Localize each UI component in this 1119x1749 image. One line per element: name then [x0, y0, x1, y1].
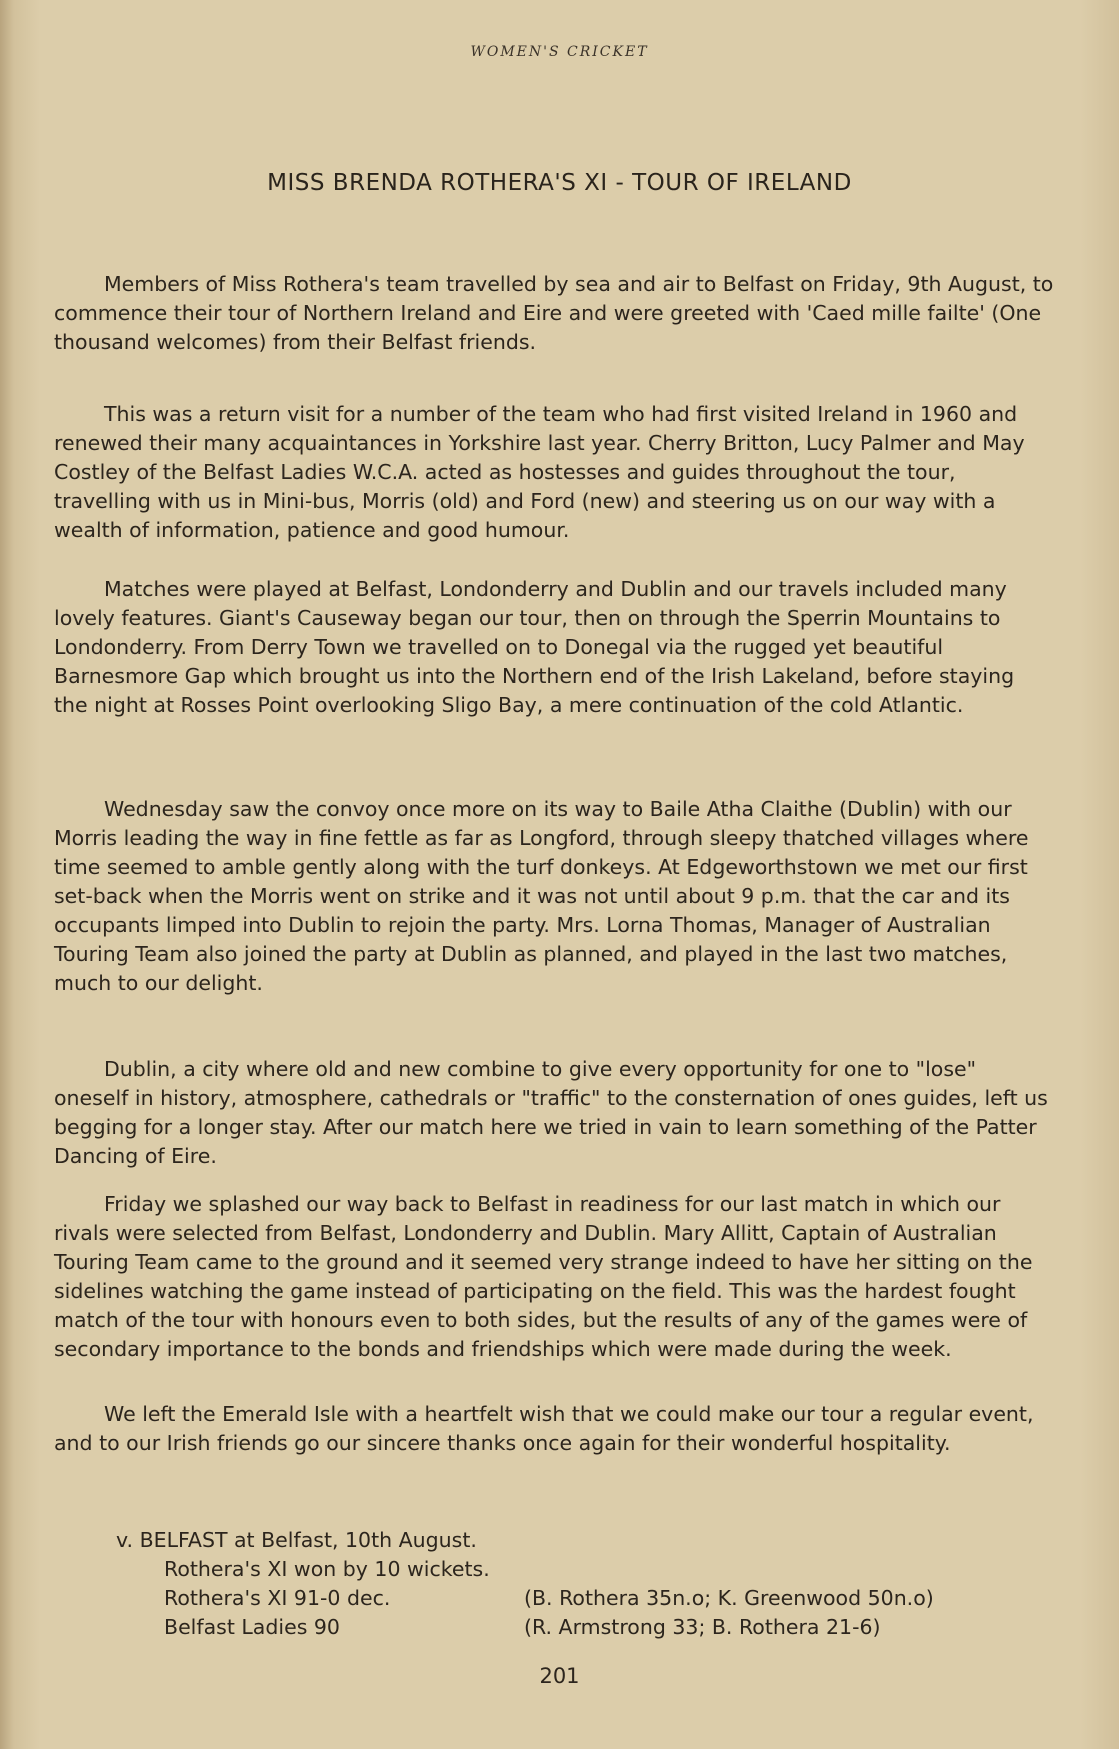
- innings-detail: (R. Armstrong 33; B. Rothera 21-6): [524, 1615, 881, 1639]
- innings-score: Belfast Ladies 90: [164, 1615, 340, 1639]
- paragraph-dublin: [54, 1055, 1054, 1171]
- match-heading: v. BELFAST at Belfast, 10th August.: [116, 1528, 477, 1552]
- match-result: Rothera's XI won by 10 wickets.: [164, 1557, 490, 1581]
- paragraph-text: We left the Emerald Isle with a heartfelt wish that we could make our tour a regular event, and to our Irish friends go our sincere thanks once again for their wonderful hospitality.: [54, 1402, 1034, 1455]
- paragraph-text: This was a return visit for a number of the team who had first visited Ireland in 1960 and renewed their many acquaintances in Yorkshire last year. Cherry Britton, Lucy Palmer and May Costley of the Belfast Ladies W.C.A. acted as hostesses and guides throughout the tour, travelling with us in Mini-bus, Morris (old) and Ford (new) and steering us on our way with a wealth of information, patience and good humour.: [54, 402, 1025, 542]
- innings-row: [116, 1584, 1036, 1613]
- paragraph-text: Members of Miss Rothera's team travelled by sea and air to Belfast on Friday, 9th August, to commence their tour of Northern Ireland and Eire and were greeted with 'Caed mille failte' (One thousand welcomes) from their Belfast friends.: [54, 272, 1054, 354]
- paragraph-wednesday: [54, 795, 1054, 998]
- paragraph-text: Matches were played at Belfast, Londonderry and Dublin and our travels included many lovely features. Giant's Causeway began our tour, then on through the Sperrin Mountains to Londonderry. From Derry Town we travelled on to Donegal via the rugged yet beautiful Barnesmore Gap which brought us into the Northern end of the Irish Lakeland, before staying the night at Rosses Point overlooking Sligo Bay, a mere continuation of the cold Atlantic.: [54, 577, 1015, 717]
- page-number: 201: [539, 1664, 580, 1688]
- paragraph-text: Dublin, a city where old and new combine to give every opportunity for one to "lose" oneself in history, atmosphere, cathedrals or "traffic" to the consternation of ones guides, left us begging for a longer stay. After our match here we tried in vain to learn something of the Patter Dancing of Eire.: [54, 1057, 1048, 1168]
- paragraph-text: Friday we splashed our way back to Belfast in readiness for our last match in which our rivals were selected from Belfast, Londonderry and Dublin. Mary Allitt, Captain of Australian Touring Team came to the ground and it seemed very strange indeed to have her sitting on the sidelines watching the game instead of participating on the field. This was the hardest fought match of the tour with honours even to both sides, but the results of any of the games were of secondary importance to the bonds and friendships which were made during the week.: [54, 1192, 1033, 1361]
- innings-row: [116, 1613, 1036, 1642]
- paragraph-farewell: [54, 1400, 1054, 1458]
- article-title: MISS BRENDA ROTHERA'S XI - TOUR OF IRELAND: [267, 170, 852, 196]
- paragraph-arrival: [54, 270, 1054, 357]
- paragraph-return-visit: [54, 400, 1054, 545]
- innings-detail: (B. Rothera 35n.o; K. Greenwood 50n.o): [524, 1586, 934, 1610]
- innings-score: Rothera's XI 91-0 dec.: [164, 1586, 391, 1610]
- paragraph-matches-travels: [54, 575, 1054, 720]
- paragraph-text: Wednesday saw the convoy once more on its way to Baile Atha Claithe (Dublin) with our Morris leading the way in fine fettle as far as Longford, through sleepy thatched villages where time seemed to amble gently along with the turf donkeys. At Edgeworthstown we met our first set-back when the Morris went on strike and it was not until about 9 p.m. that the car and its occupants limped into Dublin to rejoin the party. Mrs. Lorna Thomas, Manager of Australian Touring Team also joined the party at Dublin as planned, and played in the last two matches, much to our delight.: [54, 797, 1029, 995]
- running-head: WOMEN'S CRICKET: [470, 44, 649, 60]
- paragraph-friday: [54, 1190, 1054, 1364]
- match-summary: [116, 1526, 1036, 1642]
